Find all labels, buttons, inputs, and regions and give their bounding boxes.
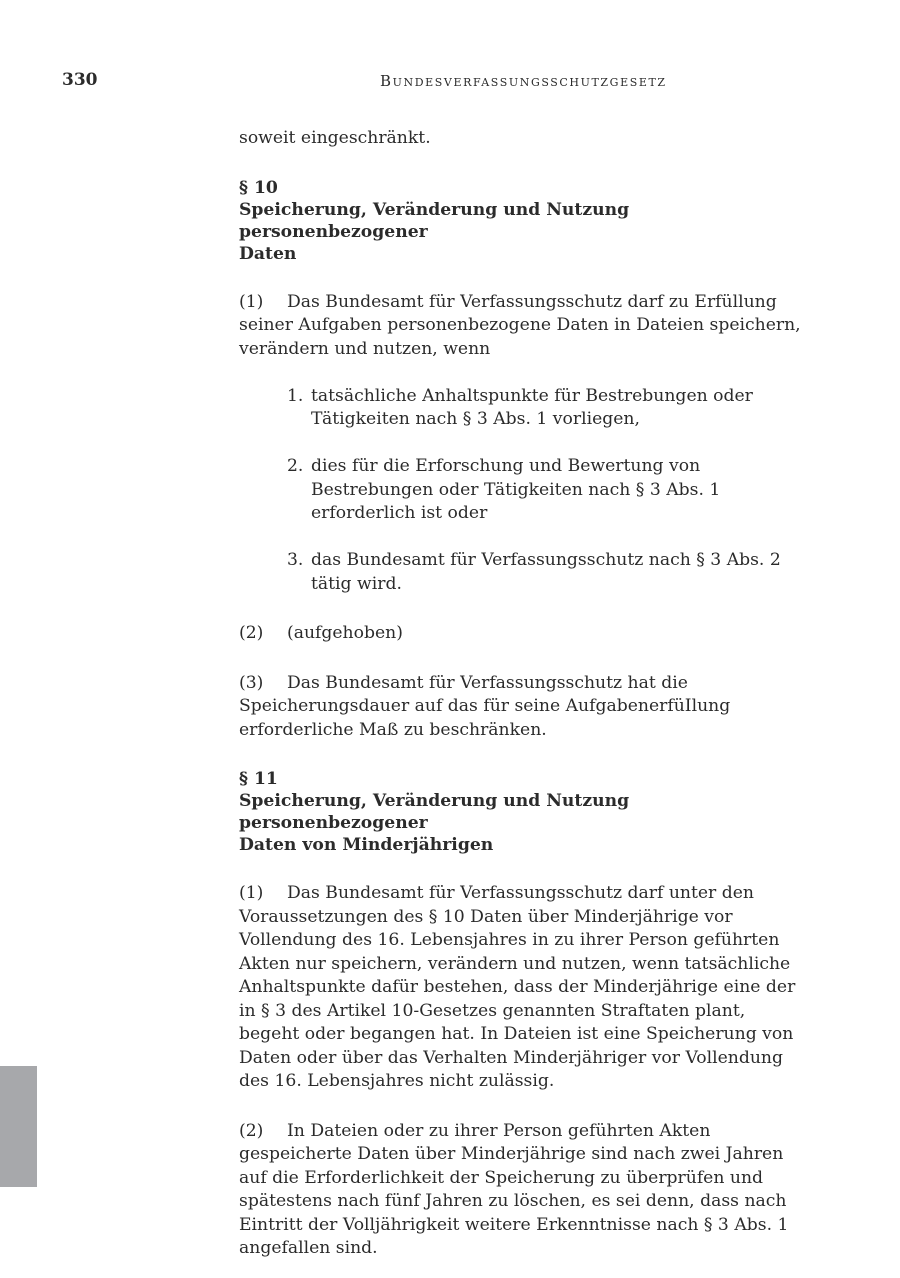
paragraph-text: Das Bundesamt für Verfassungsschutz darf zu Erfüllung seiner Aufgaben personenbezogene Daten in Dateien speichern, verändern und nutzen, wenn <box>239 291 801 359</box>
section-10-paragraph-2 <box>239 622 802 646</box>
paragraph-number: (2) <box>239 623 264 643</box>
paragraph-text: Das Bundesamt für Verfassungsschutz hat die Speicherungsdauer auf das für seine AufgabenerfüIlung erforderliche Maß zu beschränken. <box>239 672 731 740</box>
section-11-title-line2: Daten von Minderjährigen <box>239 835 494 855</box>
section-11-paragraph-2 <box>239 1120 802 1261</box>
enumeration-item-2 <box>287 455 802 526</box>
section-11-heading <box>239 768 802 856</box>
section-11-paragraph-1 <box>239 882 802 1094</box>
paragraph-number: (3) <box>239 672 264 693</box>
item-text: tatsächliche Anhaltspunkte für Bestrebungen oder Tätigkeiten nach § 3 Abs. 1 vorliegen, <box>311 385 753 429</box>
paragraph-number: (1) <box>239 883 264 903</box>
section-10-title-line1: Speicherung, Veränderung und Nutzung personenbezogener <box>239 199 630 242</box>
continuation-text: soweit eingeschränkt. <box>239 128 431 148</box>
page-number: 330 <box>62 70 98 90</box>
item-number: 1. <box>287 385 304 406</box>
paragraph-text: (aufgehoben) <box>287 623 403 643</box>
section-11-title-line1: Speicherung, Veränderung und Nutzung personenbezogener <box>239 791 630 833</box>
enumeration-item-1 <box>287 385 802 432</box>
main-text <box>239 127 802 1278</box>
section-10-paragraph-1 <box>239 291 802 362</box>
section-10-heading <box>239 177 802 265</box>
paragraph-number: (1) <box>239 291 264 312</box>
paragraph-number: (2) <box>239 1120 264 1141</box>
section-10-paragraph-3 <box>239 672 802 743</box>
paragraph-text: In Dateien oder zu ihrer Person geführten Akten gespeicherte Daten über Minderjährige sind nach zwei Jahren auf die Erforderlichkeit der Speicherung zu überprüfen und spätestens nach fünf Jahren zu löschen, es sei denn, dass nach Eintritt der Volljährigkeit weitere Erkenntnisse nach § 3 Abs. 1 angefallen sind. <box>239 1120 789 1258</box>
section-11-number: § 11 <box>239 769 278 789</box>
item-text: dies für die Erforschung und Bewertung von Bestrebungen oder Tätigkeiten nach § 3 Abs. 1 erforderlich ist oder <box>311 456 721 523</box>
section-10-number: § 10 <box>239 177 278 198</box>
item-text: das Bundesamt für Verfassungsschutz nach § 3 Abs. 2 tätig wird. <box>311 550 781 594</box>
item-number: 3. <box>287 550 304 570</box>
item-number: 2. <box>287 456 304 476</box>
paragraph-text: Das Bundesamt für Verfassungsschutz darf unter den Voraussetzungen des § 10 Daten über Minderjährige vor Vollendung des 16. Lebensjahres in zu ihrer Person geführten Akten nur speichern, verändern und nutzen, wenn tatsächliche Anhaltspunkte dafür bestehen, dass der Minderjährige eine der in § 3 des Artikel 10-Gesetzes genannten Straftaten plant, begeht oder begangen hat. In Dateien ist eine Speicherung von Daten oder über das Verhalten Minderjähriger vor Vollendung des 16. Lebensjahres nicht zulässig. <box>239 883 796 1091</box>
enumeration-item-3 <box>287 549 802 596</box>
thumb-index-tab <box>0 1066 37 1187</box>
running-header: Bundesverfassungsschutzgesetz <box>380 72 667 90</box>
section-10-title-line2: Daten <box>239 243 297 264</box>
